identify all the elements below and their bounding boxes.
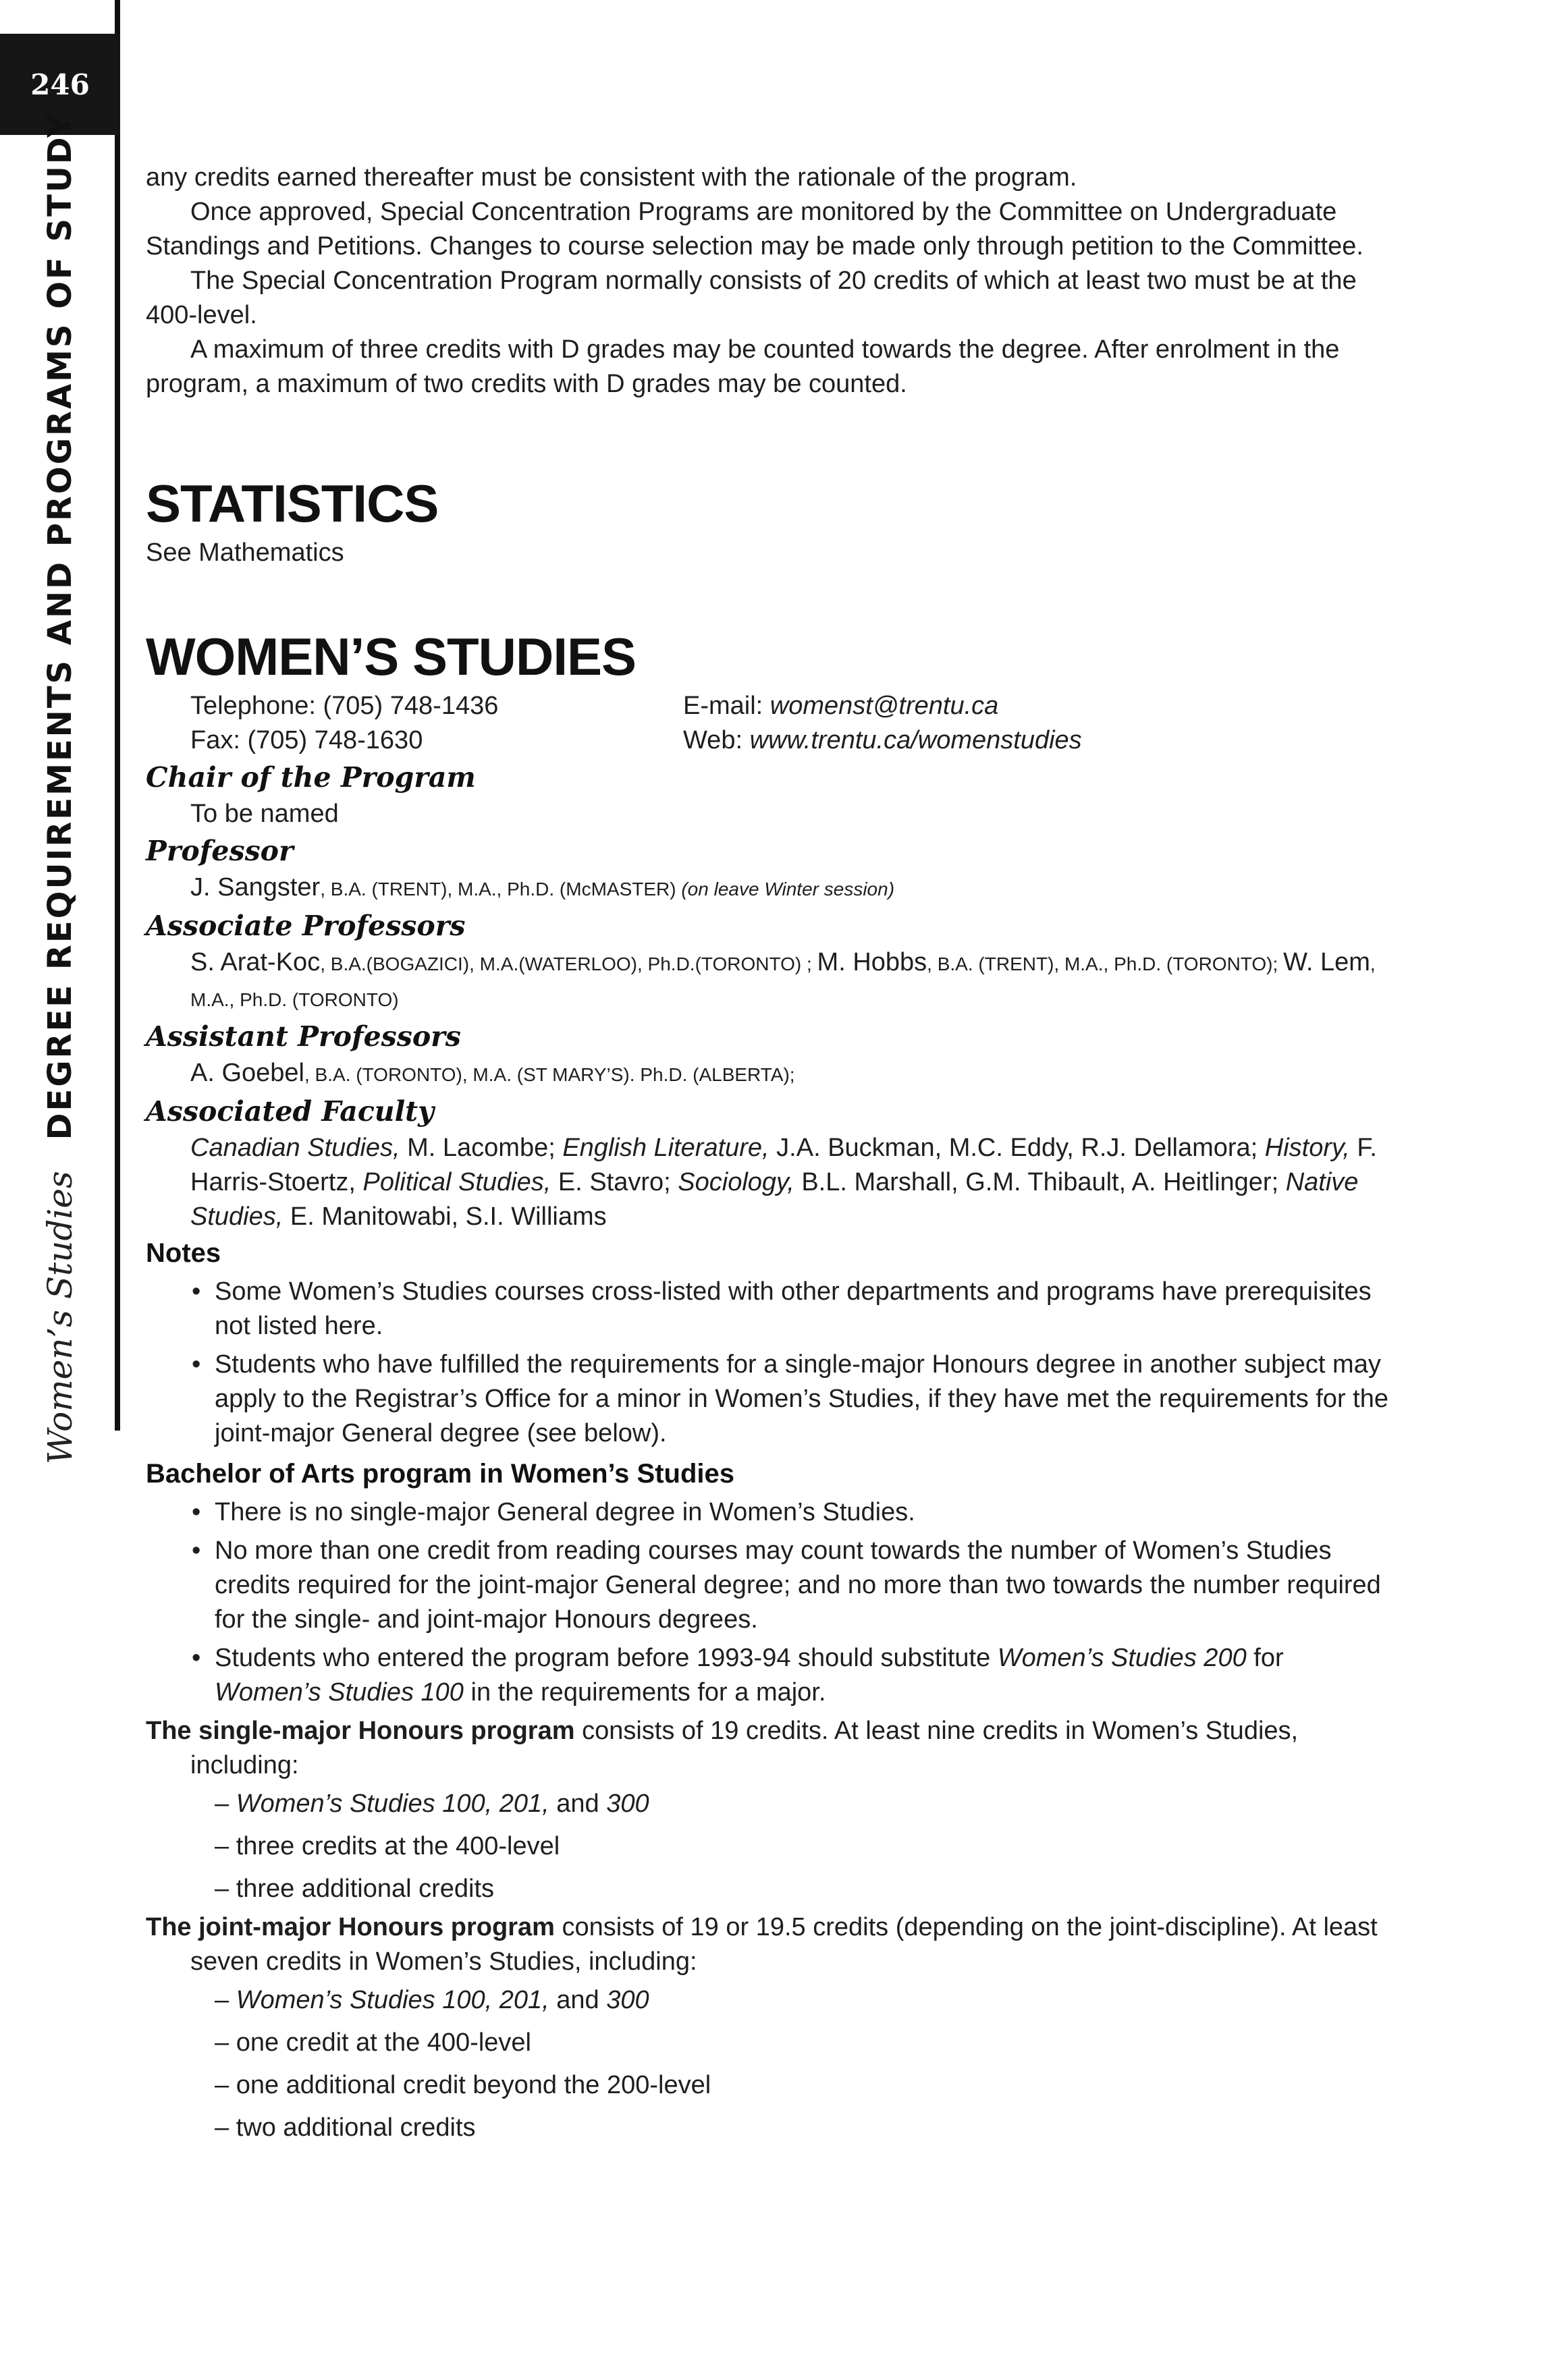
joint-major-honours-paragraph: [146, 1910, 1395, 1979]
requirement-text: and: [549, 1790, 607, 1818]
single-major-honours-paragraph: [146, 1714, 1395, 1783]
assistant-professors-entry: [190, 1056, 1395, 1092]
note-text: Some Women’s Studies courses cross-listed with other departments and programs have prerequisites not listed here.: [215, 1277, 1372, 1340]
bullet-icon: •: [192, 1498, 201, 1526]
chair-name: To be named: [190, 800, 339, 828]
single-major-requirements: [146, 1783, 1395, 1910]
bullet-icon: •: [192, 1277, 201, 1306]
web-label: Web:: [683, 726, 750, 754]
note-item: [146, 1275, 1395, 1344]
program-description: consists of 19 or 19.5 credits (depending on the joint-discipline). At least seven credits in Women’s Studies, including:: [190, 1913, 1378, 1976]
telephone-value: (705) 748-1436: [323, 692, 499, 720]
requirement-item: – one credit at the 400-level: [215, 2028, 531, 2057]
department-name: History,: [1264, 1134, 1350, 1162]
ba-item: [146, 1495, 1395, 1530]
fax-value: (705) 748-1630: [247, 726, 423, 754]
program-name: The joint-major Honours program: [146, 1913, 555, 1941]
requirement-item: – three credits at the 400-level: [215, 1832, 560, 1860]
statistics-see-also: See Mathematics: [146, 538, 344, 567]
ba-text: No more than one credit from reading courses may count towards the number of Women’s Studies credits required for the joint-major General degree; and no more than two towards the number required for the single- and joint-major Honours degrees.: [215, 1537, 1381, 1634]
requirement-item: – Women’s Studies 100, 201, and 300: [215, 1986, 649, 2014]
bullet-icon: •: [192, 1537, 201, 1565]
faculty-name: A. Goebel: [190, 1059, 304, 1087]
course-reference: Women’s Studies 100: [215, 1678, 464, 1707]
program-name: The single-major Honours program: [146, 1717, 575, 1745]
statistics-title: STATISTICS: [146, 474, 439, 533]
professor-heading: Professor: [146, 835, 294, 867]
course-reference: Women’s Studies 200: [997, 1644, 1247, 1672]
faculty-names: E. Stavro;: [551, 1168, 678, 1196]
joint-major-requirements: [146, 1979, 1395, 2149]
department-name: Political Studies,: [362, 1168, 551, 1196]
associate-professors-entry: [190, 945, 1395, 1017]
faculty-credentials: , B.A. (TRENT), M.A., Ph.D. (McMASTER): [320, 879, 682, 900]
page-number: 246: [0, 34, 120, 135]
womens-studies-title: WOMEN’S STUDIES: [146, 627, 637, 686]
faculty-name: S. Arat-Koc: [190, 948, 321, 976]
department-name: Native Studies,: [190, 1168, 1359, 1231]
associated-faculty-heading: Associated Faculty: [146, 1095, 434, 1128]
requirement-text: three additional credits: [236, 1875, 495, 1903]
bullet-icon: •: [192, 1350, 201, 1379]
assistant-professors-heading: Assistant Professors: [146, 1020, 461, 1053]
intro-paragraph: any credits earned thereafter must be consistent with the rationale of the program.: [146, 163, 1077, 192]
contact-row: [190, 723, 1395, 758]
course-reference: 300: [606, 1986, 649, 2014]
page-content: [146, 161, 1395, 2149]
requirement-text: one additional credit beyond the 200-level: [236, 2071, 711, 2099]
faculty-names: B.L. Marshall, G.M. Thibault, A. Heitlinger;: [794, 1168, 1286, 1196]
chair-heading: Chair of the Program: [146, 761, 476, 794]
ba-text: Students who entered the program before 1993-94 should substitute: [215, 1644, 998, 1672]
faculty-credentials: , B.A. (TORONTO), M.A. (ST MARY’S). Ph.D. (ALBERTA);: [304, 1064, 795, 1085]
requirement-item: – three additional credits: [215, 1875, 495, 1903]
ba-program-heading: Bachelor of Arts program in Women’s Studies: [146, 1459, 734, 1489]
requirement-item: – two additional credits: [215, 2113, 476, 2142]
requirement-item: – Women’s Studies 100, 201, and 300: [215, 1790, 649, 1818]
side-section-name: Women’s Studies: [40, 1171, 80, 1464]
fax-label: Fax:: [190, 726, 248, 754]
ba-program-list: [146, 1495, 1395, 1710]
ba-item: [146, 1534, 1395, 1637]
course-reference: Women’s Studies 100, 201,: [236, 1986, 549, 2014]
telephone-label: Telephone:: [190, 692, 323, 720]
intro-paragraph: A maximum of three credits with D grades may be counted towards the degree. After enrolment in the program, a maximum of two credits with D grades may be counted.: [146, 335, 1340, 398]
leave-note: (on leave Winter session): [681, 879, 895, 900]
note-item: [146, 1348, 1395, 1451]
faculty-name: J. Sangster: [190, 873, 321, 902]
department-name: Canadian Studies,: [190, 1134, 400, 1162]
ba-text: for: [1246, 1644, 1284, 1672]
faculty-name: M. Hobbs: [817, 948, 927, 976]
note-text: Students who have fulfilled the requirements for a single-major Honours degree in another subject may apply to the Registrar’s Office for a minor in Women’s Studies, if they have met the requirements for the joint-major General degree (see below).: [215, 1350, 1388, 1447]
requirement-text: and: [549, 1986, 607, 2014]
requirement-text: two additional credits: [236, 2113, 476, 2142]
faculty-credentials: , B.A.(BOGAZICI), M.A.(WATERLOO), Ph.D.(TORONTO) ;: [320, 953, 817, 974]
bullet-icon: •: [192, 1644, 201, 1672]
associate-professors-heading: Associate Professors: [146, 910, 466, 942]
email-label: E-mail:: [683, 692, 770, 720]
faculty-credentials: , B.A. (TRENT), M.A., Ph.D. (TORONTO);: [927, 953, 1284, 974]
faculty-credentials: , M.A., Ph.D. (TORONTO): [190, 953, 1376, 1010]
ba-item: [146, 1641, 1395, 1710]
side-chapter-name: DEGREE REQUIREMENTS AND PROGRAMS OF STUDY: [41, 112, 79, 1140]
email-link[interactable]: womenst@trentu.ca: [769, 692, 999, 720]
contact-row: [190, 689, 1395, 723]
section-side-label: [26, 112, 94, 1464]
faculty-names: F. Harris-Stoertz,: [190, 1134, 1377, 1196]
course-reference: 300: [606, 1790, 649, 1818]
associated-faculty-entry: [190, 1131, 1395, 1234]
requirement-text: three credits at the 400-level: [236, 1832, 560, 1860]
notes-heading: Notes: [146, 1238, 221, 1268]
professor-entry: [190, 870, 1395, 906]
faculty-names: M. Lacombe;: [400, 1134, 563, 1162]
requirement-text: one credit at the 400-level: [236, 2028, 531, 2057]
course-reference: Women’s Studies 100, 201,: [236, 1790, 549, 1818]
program-description: consists of 19 credits. At least nine credits in Women’s Studies, including:: [190, 1717, 1299, 1779]
ba-text: There is no single-major General degree in Women’s Studies.: [215, 1498, 915, 1526]
web-link[interactable]: www.trentu.ca/womenstudies: [749, 726, 1082, 754]
intro-paragraph: The Special Concentration Program normally consists of 20 credits of which at least two must be at the 400-level.: [146, 267, 1357, 329]
faculty-names: E. Manitowabi, S.I. Williams: [283, 1202, 607, 1231]
notes-list: [146, 1275, 1395, 1451]
faculty-name: W. Lem: [1283, 948, 1370, 976]
ba-text: in the requirements for a major.: [463, 1678, 826, 1707]
department-name: Sociology,: [678, 1168, 794, 1196]
intro-paragraph: Once approved, Special Concentration Programs are monitored by the Committee on Undergraduate Standings and Petitions. Changes to course selection may be made only through petition to the Committee.: [146, 198, 1363, 260]
requirement-item: – one additional credit beyond the 200-level: [215, 2071, 711, 2099]
faculty-names: J.A. Buckman, M.C. Eddy, R.J. Dellamora;: [769, 1134, 1265, 1162]
department-name: English Literature,: [562, 1134, 769, 1162]
